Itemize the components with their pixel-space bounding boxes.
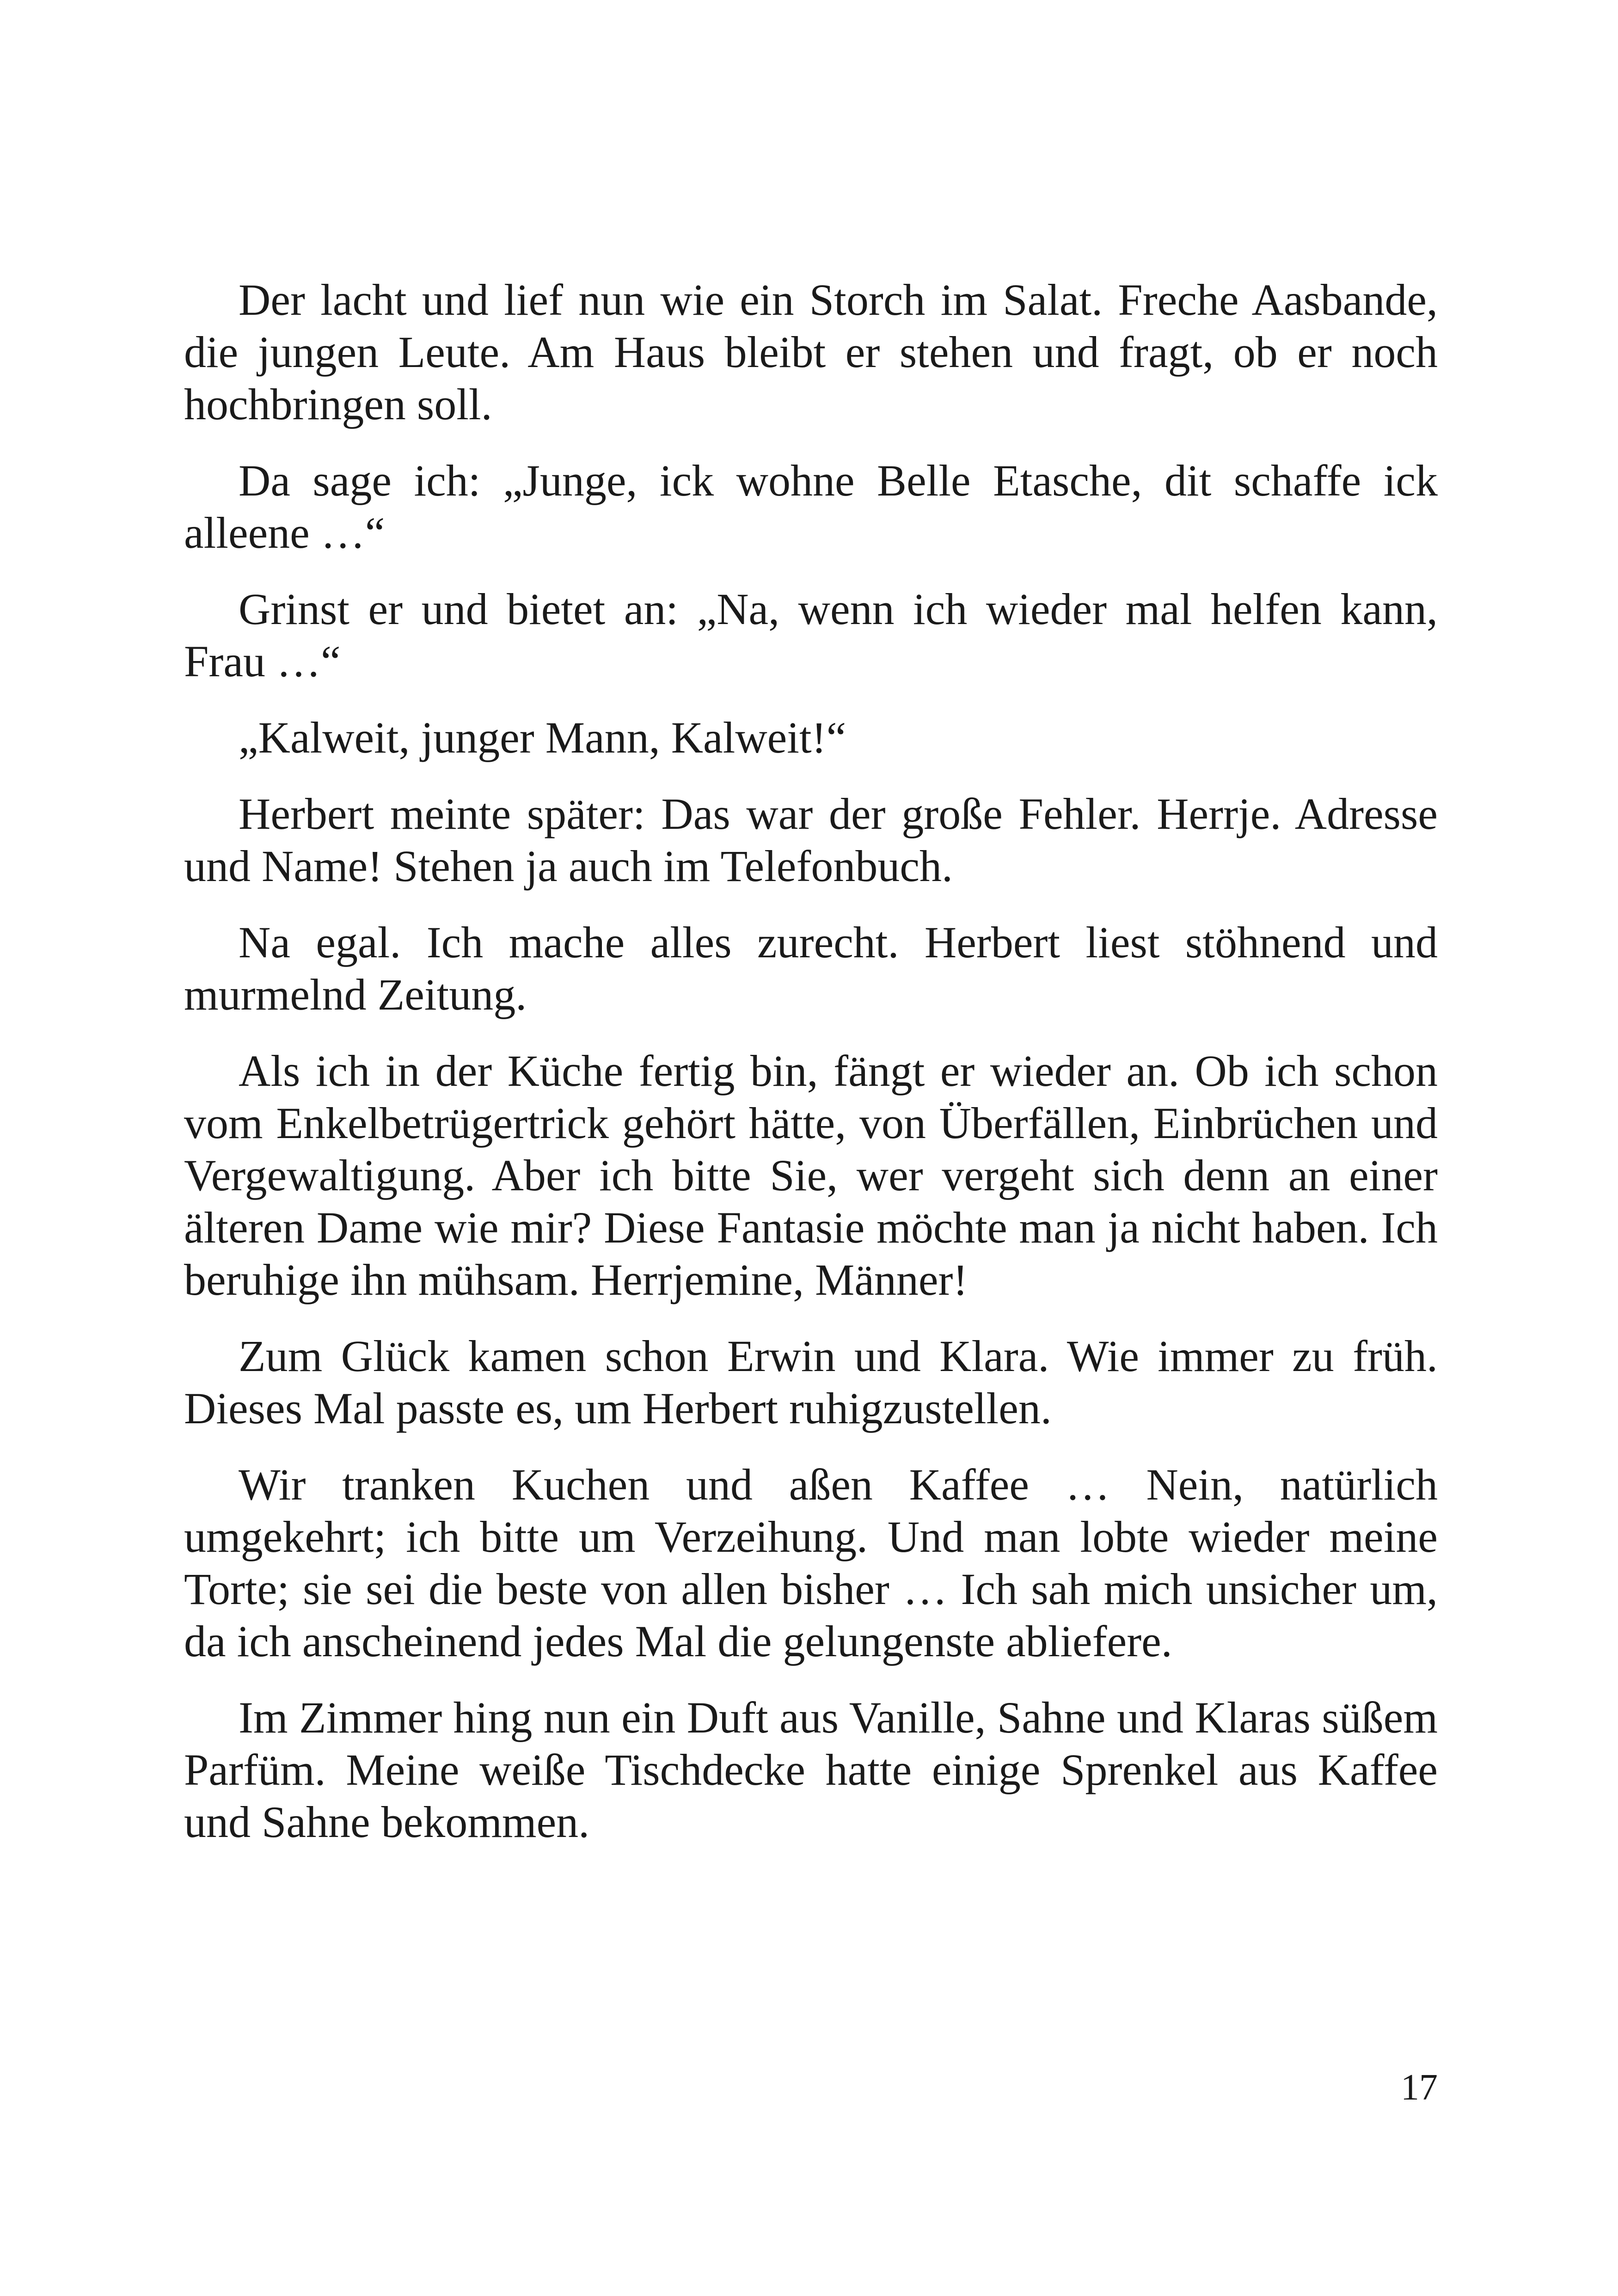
paragraph: Der lacht und lief nun wie ein Storch im Salat. Freche Aasbande, die jungen Leute. Am Haus bleibt er stehen und fragt, ob er noch hochbringen soll. [184, 275, 1438, 429]
paragraph: Wir tranken Kuchen und aßen Kaffee … Nein, natürlich umgekehrt; ich bitte um Verzeihung. Und man lobte wieder meine Torte; sie sei die beste von allen bisher … Ich sah mich unsicher um, da ich anscheinend jedes Mal die gelungenste abliefere. [184, 1460, 1438, 1666]
paragraph: Im Zimmer hing nun ein Duft aus Vanille, Sahne und Klaras süßem Parfüm. Meine weiße Tischdecke hatte einige Sprenkel aus Kaffee und Sahne bekommen. [184, 1693, 1438, 1847]
paragraph: Zum Glück kamen schon Erwin und Klara. Wie immer zu früh. Dieses Mal passte es, um Herbert ruhigzustellen. [184, 1331, 1438, 1433]
paragraph: Als ich in der Küche fertig bin, fängt er wieder an. Ob ich schon vom Enkelbetrügertrick gehört hätte, von Überfällen, Einbrüchen und Vergewaltigung. Aber ich bitte Sie, wer vergeht sich denn an einer älteren Dame wie mir? Diese Fantasie möchte man ja nicht haben. Ich beruhige ihn mühsam. Herrjemine, Männer! [184, 1046, 1438, 1304]
paragraph: „Kalweit, junger Mann, Kalweit!“ [239, 713, 846, 762]
paragraph: Herbert meinte später: Das war der große Fehler. Herrje. Adresse und Name! Stehen ja auch im Telefonbuch. [184, 789, 1438, 891]
paragraph: Grinst er und bietet an: „Na, wenn ich wieder mal helfen kann, Frau …“ [184, 584, 1438, 686]
body-text [184, 274, 1438, 1848]
paragraph: Da sage ich: „Junge, ick wohne Belle Etasche, dit schaffe ick alleene …“ [184, 456, 1438, 557]
page-number: 17 [1401, 2067, 1438, 2108]
paragraph: Na egal. Ich mache alles zurecht. Herbert liest stöhnend und murmelnd Zeitung. [184, 918, 1438, 1019]
